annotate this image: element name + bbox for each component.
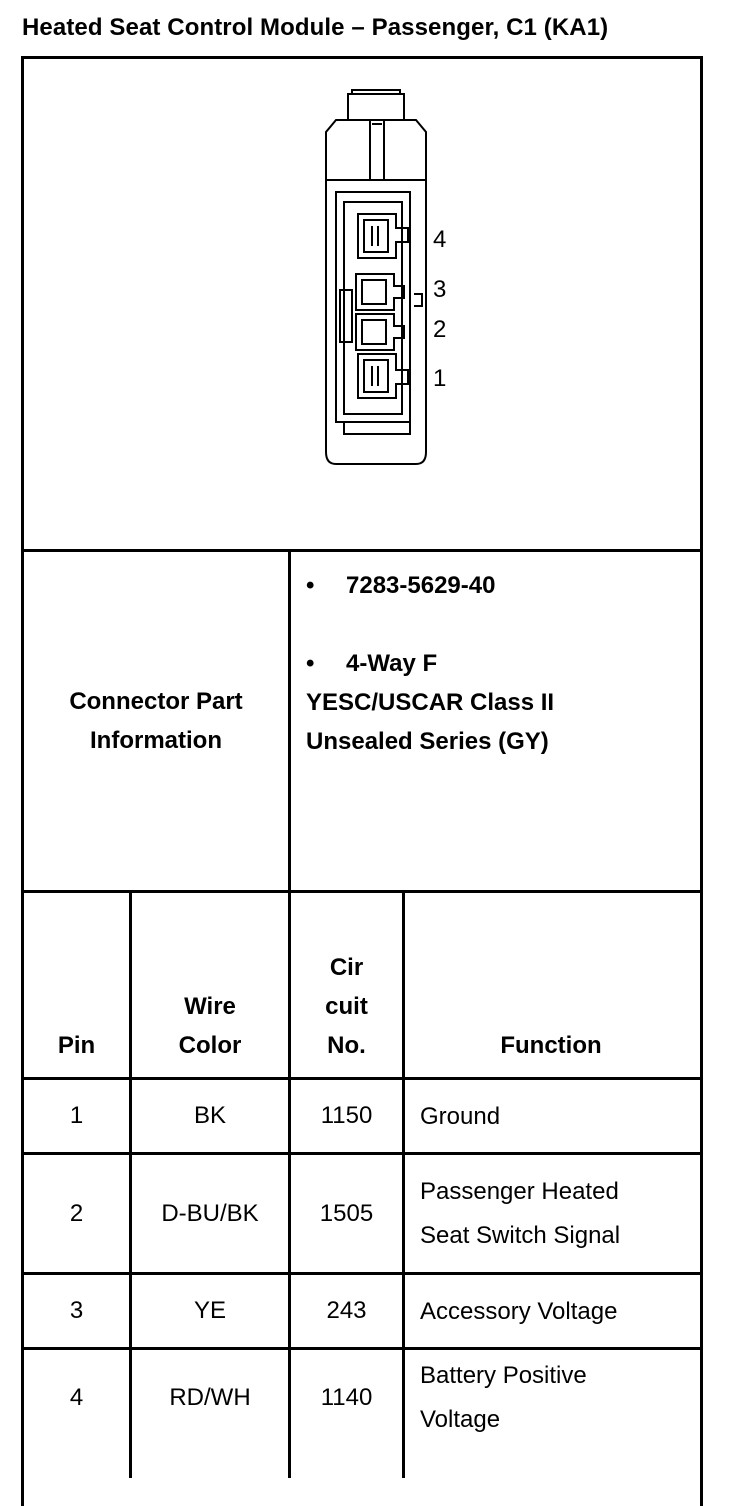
header-pin: Pin <box>57 1032 96 1059</box>
pin-label: 2 <box>433 316 447 343</box>
table-row: 2 <box>69 1199 84 1227</box>
table-row: 4 <box>69 1384 84 1411</box>
header-circuit: Cir cuit No. <box>325 954 368 1059</box>
part-info-label: Connector Part Information <box>69 688 243 754</box>
header-wire-color: Wire Color <box>178 993 242 1059</box>
function-cell: Battery Positive Voltage <box>420 1362 587 1433</box>
page-title: Heated Seat Control Module – Passenger, C1 (KA1) <box>22 14 609 41</box>
circuit-cell: 1140 <box>320 1384 373 1411</box>
function-cell: Passenger Heated Seat Switch Signal <box>420 1177 621 1249</box>
description-line: Unsealed Series (GY) <box>306 728 549 755</box>
pin-label: 4 <box>433 226 447 253</box>
connector-diagram <box>300 80 500 480</box>
wire-color-cell: RD/WH <box>169 1384 251 1411</box>
circuit-cell: 1150 <box>320 1102 373 1129</box>
description-item: • 4-Way F <box>306 644 696 683</box>
part-number-item: • 7283-5629-40 <box>306 566 696 605</box>
description-line: YESC/USCAR Class II <box>306 689 555 716</box>
table-row: 1 <box>69 1102 84 1129</box>
wire-color-cell: BK <box>193 1102 226 1129</box>
header-function: Function <box>500 1032 602 1059</box>
function-cell: Ground <box>420 1102 501 1130</box>
divider <box>21 890 703 893</box>
part-info-value <box>306 566 696 761</box>
function-cell: Accessory Voltage <box>420 1297 618 1325</box>
pin-label: 3 <box>433 276 447 303</box>
description-first: 4-Way F <box>346 650 438 677</box>
part-number: 7283-5629-40 <box>346 572 496 599</box>
wire-color-cell: D-BU/BK <box>161 1199 259 1227</box>
pin-label: 1 <box>433 365 447 392</box>
table-row: 3 <box>69 1297 84 1324</box>
circuit-cell: 243 <box>326 1297 367 1324</box>
divider <box>402 890 405 1478</box>
wire-color-cell: YE <box>193 1297 226 1324</box>
circuit-cell: 1505 <box>319 1199 374 1227</box>
